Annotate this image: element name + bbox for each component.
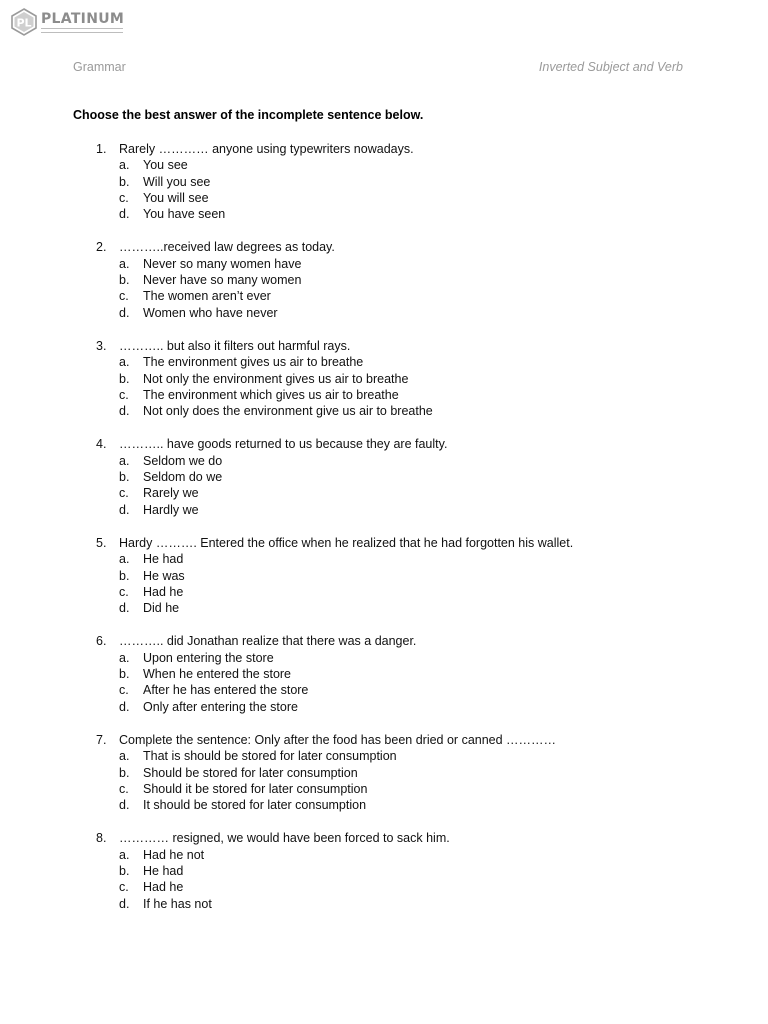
question-stem	[0, 830, 768, 846]
answer-option	[0, 288, 768, 304]
option-letter: a.	[119, 453, 130, 468]
option-text: Seldom we do	[143, 453, 223, 468]
option-letter: d.	[119, 601, 130, 616]
question-number: 4.	[96, 437, 107, 452]
option-text: Did he	[143, 601, 180, 616]
question-text: ………..received law degrees as today.	[119, 240, 335, 255]
question-stem	[0, 732, 768, 748]
option-text: Upon entering the store	[143, 650, 274, 665]
option-letter: b.	[119, 568, 130, 583]
option-text: He had	[143, 552, 184, 567]
option-text: Had he	[143, 584, 184, 599]
answer-option	[0, 568, 768, 584]
question-2	[0, 239, 768, 320]
option-text: The women aren’t ever	[143, 289, 271, 304]
question-5	[0, 535, 768, 616]
question-stem	[0, 436, 768, 452]
answer-option	[0, 682, 768, 698]
option-letter: a.	[119, 256, 130, 271]
option-text: Only after entering the store	[143, 699, 298, 714]
option-text: Women who have never	[143, 305, 278, 320]
option-letter: b.	[119, 667, 130, 682]
question-3	[0, 338, 768, 419]
option-letter: b.	[119, 765, 130, 780]
option-letter: a.	[119, 749, 130, 764]
answer-option	[0, 485, 768, 501]
question-number: 5.	[96, 535, 107, 550]
option-letter: c.	[119, 289, 129, 304]
answer-option	[0, 781, 768, 797]
question-8	[0, 830, 768, 911]
question-stem	[0, 633, 768, 649]
option-text: He had	[143, 863, 184, 878]
option-text: Had he	[143, 880, 184, 895]
answer-option	[0, 469, 768, 485]
answer-option	[0, 403, 768, 419]
answer-option	[0, 765, 768, 781]
answer-option	[0, 650, 768, 666]
question-1	[0, 141, 768, 222]
option-text: He was	[143, 568, 185, 583]
option-text: Never have so many women	[143, 273, 302, 288]
question-list	[0, 141, 768, 929]
logo	[10, 7, 124, 37]
question-number: 8.	[96, 831, 107, 846]
option-text: You have seen	[143, 207, 226, 222]
option-text: Had he not	[143, 847, 205, 862]
option-letter: c.	[119, 880, 129, 895]
answer-option	[0, 174, 768, 190]
question-text: Complete the sentence: Only after the food has been dried or canned …………	[119, 732, 557, 747]
answer-option	[0, 666, 768, 682]
question-text: Rarely ………… anyone using typewriters nowadays.	[119, 142, 414, 156]
answer-option	[0, 600, 768, 616]
question-number: 3.	[96, 338, 107, 353]
question-7	[0, 732, 768, 813]
option-letter: d.	[119, 798, 130, 813]
question-text: ……….. have goods returned to us because they are faulty.	[119, 437, 448, 452]
option-text: Never so many women have	[143, 256, 302, 271]
logo-mark-text: PL	[16, 16, 32, 30]
question-stem	[0, 535, 768, 551]
option-text: Not only does the environment give us air to breathe	[143, 404, 433, 419]
option-text: The environment which gives us air to breathe	[143, 387, 399, 402]
option-letter: b.	[119, 174, 130, 189]
question-text: Hardy ………. Entered the office when he realized that he had forgotten his wallet.	[119, 535, 574, 550]
option-letter: a.	[119, 552, 130, 567]
question-stem	[0, 338, 768, 354]
question-stem	[0, 141, 768, 157]
question-text: ………… resigned, we would have been forced to sack him.	[119, 831, 450, 846]
answer-option	[0, 157, 768, 173]
answer-option	[0, 272, 768, 288]
option-letter: d.	[119, 896, 130, 911]
answer-option	[0, 847, 768, 863]
option-letter: a.	[119, 355, 130, 370]
option-letter: a.	[119, 847, 130, 862]
option-text: Not only the environment gives us air to breathe	[143, 371, 409, 386]
answer-option	[0, 206, 768, 222]
option-letter: c.	[119, 781, 129, 796]
question-stem	[0, 239, 768, 255]
header-subject: Grammar	[73, 60, 126, 74]
answer-option	[0, 256, 768, 272]
answer-option	[0, 896, 768, 912]
option-letter: b.	[119, 273, 130, 288]
answer-option	[0, 551, 768, 567]
question-number: 6.	[96, 634, 107, 649]
platinum-logo-icon	[10, 8, 38, 36]
option-letter: a.	[119, 650, 130, 665]
question-text: ……….. but also it filters out harmful rays.	[119, 338, 351, 353]
answer-option	[0, 502, 768, 518]
answer-option	[0, 354, 768, 370]
answer-option	[0, 305, 768, 321]
question-number: 1.	[96, 142, 107, 156]
option-letter: d.	[119, 502, 130, 517]
question-number: 7.	[96, 732, 107, 747]
instructions: Choose the best answer of the incomplete sentence below.	[73, 108, 424, 122]
answer-option	[0, 453, 768, 469]
logo-tagline-decoration	[41, 28, 123, 33]
option-letter: c.	[119, 486, 129, 501]
option-letter: b.	[119, 863, 130, 878]
option-letter: b.	[119, 371, 130, 386]
option-text: The environment gives us air to breathe	[143, 355, 364, 370]
option-letter: d.	[119, 699, 130, 714]
option-text: When he entered the store	[143, 667, 292, 682]
question-4	[0, 436, 768, 517]
answer-option	[0, 584, 768, 600]
option-text: Rarely we	[143, 486, 199, 501]
option-text: Will you see	[143, 174, 211, 189]
option-text: Should be stored for later consumption	[143, 765, 358, 780]
answer-option	[0, 387, 768, 403]
option-letter: d.	[119, 305, 130, 320]
option-letter: d.	[119, 207, 130, 222]
option-text: If he has not	[143, 896, 212, 911]
answer-option	[0, 371, 768, 387]
answer-option	[0, 699, 768, 715]
option-text: That is should be stored for later consumption	[143, 749, 397, 764]
option-text: Seldom do we	[143, 470, 223, 485]
logo-name: PLATINUM	[41, 10, 125, 27]
option-letter: c.	[119, 584, 129, 599]
option-letter: c.	[119, 387, 129, 402]
option-letter: c.	[119, 190, 129, 205]
answer-option	[0, 797, 768, 813]
answer-option	[0, 190, 768, 206]
option-text: You will see	[143, 190, 209, 205]
option-text: After he has entered the store	[143, 683, 309, 698]
option-letter: a.	[119, 158, 130, 173]
answer-option	[0, 879, 768, 895]
option-text: It should be stored for later consumption	[143, 798, 367, 813]
option-letter: b.	[119, 470, 130, 485]
option-letter: d.	[119, 404, 130, 419]
question-number: 2.	[96, 240, 107, 255]
header-topic: Inverted Subject and Verb	[538, 60, 683, 74]
question-6	[0, 633, 768, 714]
option-text: Hardly we	[143, 502, 199, 517]
option-letter: c.	[119, 683, 129, 698]
option-text: Should it be stored for later consumption	[143, 781, 368, 796]
option-text: You see	[143, 158, 188, 173]
question-text: ……….. did Jonathan realize that there was a danger.	[119, 634, 417, 649]
answer-option	[0, 863, 768, 879]
answer-option	[0, 748, 768, 764]
